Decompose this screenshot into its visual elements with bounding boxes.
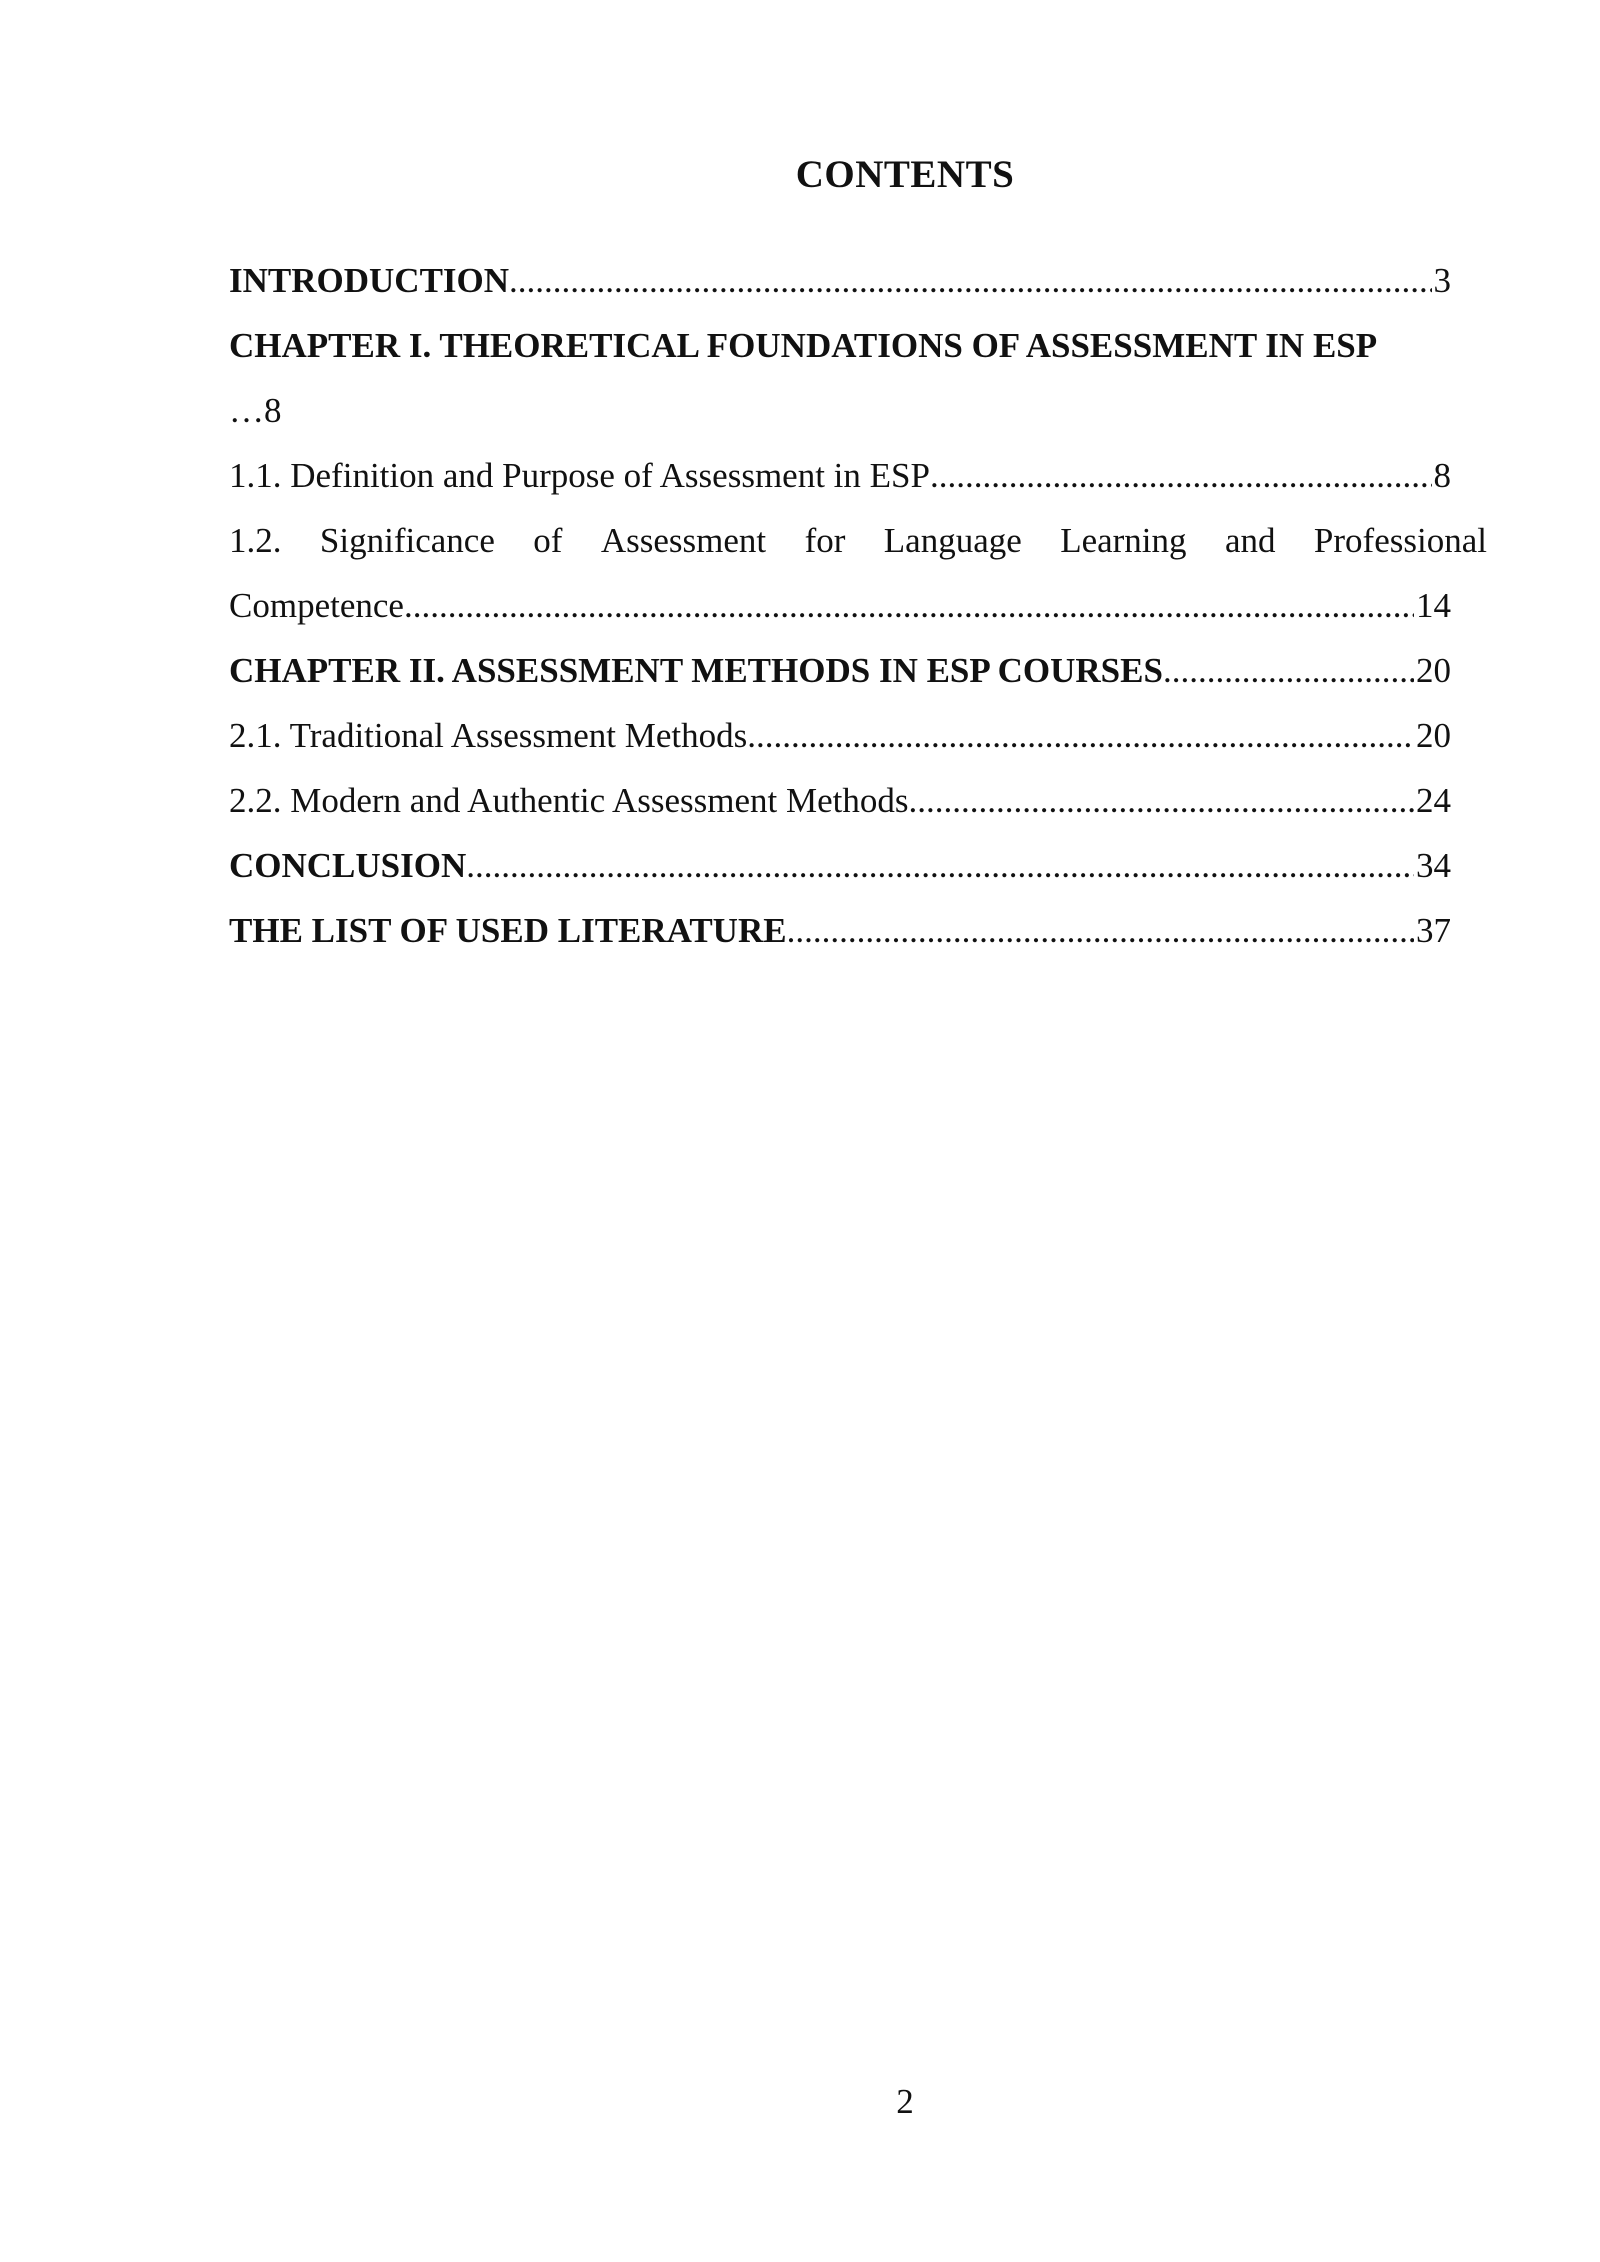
toc-leader-dots (509, 248, 1431, 313)
toc-entry-label: INTRODUCTION (229, 261, 510, 300)
toc-entry-section-1-2[interactable] (229, 508, 1487, 573)
toc-leader-dots (747, 703, 1414, 768)
toc-entry-conclusion[interactable] (229, 833, 1487, 898)
toc-entry-chapter-1[interactable] (229, 313, 1487, 378)
toc-word: Significance (319, 521, 495, 560)
toc-page-number: 3 (1433, 261, 1451, 300)
toc-entry-label: 2.1. Traditional Assessment Methods (229, 716, 748, 755)
toc-leader-dots (787, 898, 1414, 963)
toc-leader-dots (930, 443, 1432, 508)
toc-entry-section-2-1[interactable] (229, 703, 1487, 768)
toc-leader-dots (466, 833, 1414, 898)
toc-page-number: 20 (1416, 651, 1451, 690)
toc-word: Learning (1060, 521, 1187, 560)
toc-entry-label: THE LIST OF USED LITERATURE (229, 911, 787, 950)
toc-word: of (533, 521, 563, 560)
toc-leader-dots (1163, 638, 1414, 703)
toc-page-number: …8 (229, 391, 282, 430)
toc-entry-label: CHAPTER II. ASSESSMENT METHODS IN ESP COURSES (229, 651, 1163, 690)
toc-leader-dots (404, 573, 1414, 638)
toc-page-number: 14 (1416, 586, 1451, 625)
toc-word: Assessment (600, 521, 767, 560)
toc-entry-section-1-2-continued[interactable] (229, 573, 1487, 638)
toc-page-number: 24 (1416, 781, 1451, 820)
toc-entry-introduction[interactable] (229, 248, 1487, 313)
toc-entry-label: 1.1. Definition and Purpose of Assessment in ESP (229, 456, 930, 495)
toc-word: for (804, 521, 846, 560)
toc-word: Professional (1313, 521, 1487, 560)
toc-entry-section-1-1[interactable] (229, 443, 1487, 508)
toc-entry-label: Competence (229, 586, 404, 625)
toc-entry-literature[interactable] (229, 898, 1487, 963)
toc-entry-chapter-1-page (229, 378, 1487, 443)
toc-word: 1.2. (229, 521, 282, 560)
toc-entry-label: 2.2. Modern and Authentic Assessment Methods (229, 781, 909, 820)
toc-entry-label: CONCLUSION (229, 846, 467, 885)
contents-heading: CONTENTS (795, 153, 1015, 196)
table-of-contents (229, 248, 1487, 963)
toc-entry-chapter-2[interactable] (229, 638, 1487, 703)
toc-page-number: 20 (1416, 716, 1451, 755)
toc-word: and (1224, 521, 1276, 560)
toc-word: Language (883, 521, 1022, 560)
toc-page-number: 37 (1416, 911, 1451, 950)
page-number: 2 (896, 2082, 914, 2121)
toc-justified-line (229, 508, 1487, 573)
toc-page-number: 34 (1416, 846, 1451, 885)
toc-entry-section-2-2[interactable] (229, 768, 1487, 833)
toc-page-number: 8 (1433, 456, 1451, 495)
toc-leader-dots (909, 768, 1414, 833)
toc-entry-label: CHAPTER I. THEORETICAL FOUNDATIONS OF ASSESSMENT IN ESP (229, 326, 1378, 365)
